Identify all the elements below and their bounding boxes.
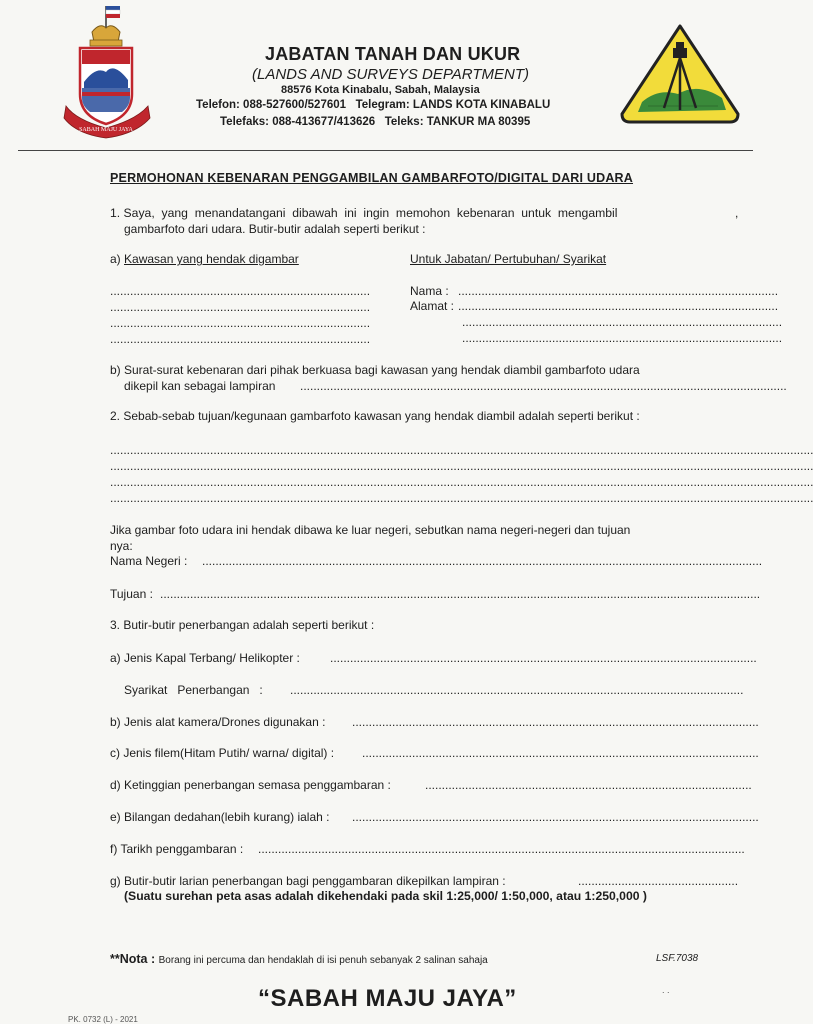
lands-surveys-logo-icon (618, 22, 742, 126)
tujuan-label: Tujuan : (110, 587, 153, 601)
area-field-4[interactable]: .............................................................................. (110, 332, 371, 346)
nama-negeri-label: Nama Negeri : (110, 554, 188, 568)
a-label-prefix: a) (110, 252, 125, 266)
q3f-field[interactable]: .................................................................................................................................................. (258, 842, 745, 856)
q3b-label: b) Jenis alat kamera/Drones digunakan : (110, 715, 326, 729)
alamat-field-3[interactable]: ................................................................................................ (462, 331, 783, 345)
q2-field-2[interactable]: ................................................................................................................................................................................................................... (110, 459, 813, 473)
stray-mark: , (735, 206, 739, 220)
area-field-3[interactable]: .............................................................................. (110, 316, 371, 330)
alamat-label: Alamat : (410, 299, 455, 313)
q3b-field[interactable]: .......................................................................................................................... (352, 715, 759, 729)
q3e-field[interactable]: .......................................................................................................................... (352, 810, 759, 824)
q1-line1: 1. Saya, yang menandatangani dibawah ini ingin memohon kebenaran untuk mengambil (110, 206, 618, 220)
q3a-sub-field[interactable]: ........................................................................................................................................ (290, 683, 744, 697)
area-field-1[interactable]: .............................................................................. (110, 284, 371, 298)
nama-negeri-field[interactable]: ........................................................................................................................................................................ (202, 554, 763, 568)
q3-line: 3. Butir-butir penerbangan adalah seperti berikut : (110, 618, 375, 632)
q3g-label: g) Butir-butir larian penerbangan bagi penggambaran dikepilkan lampiran : (110, 874, 506, 888)
q3a-field[interactable]: ................................................................................................................................ (330, 651, 757, 665)
department-address: 88576 Kota Kinabalu, Sabah, Malaysia (281, 84, 480, 96)
tujuan-field[interactable]: .................................................................................................................................................................................... (160, 587, 761, 601)
motto: “SABAH MAJU JAYA” (258, 985, 517, 1012)
nama-field[interactable]: ................................................................................................ (458, 284, 779, 298)
b-line1: b) Surat-surat kebenaran dari pihak berkuasa bagi kawasan yang hendak diambil gambarfoto udara (110, 363, 640, 377)
b-line2 (124, 379, 275, 393)
department-title: JABATAN TANAH DAN UKUR (265, 44, 521, 64)
q2-line: 2. Sebab-sebab tujuan/kegunaan gambarfoto kawasan yang hendak diambil adalah seperti berikut : (110, 409, 640, 423)
b-field[interactable]: .................................................................................................................................................. (300, 379, 787, 393)
svg-text:SABAH MAJU JAYA: SABAH MAJU JAYA (79, 127, 133, 133)
q3a-label: a) Jenis Kapal Terbang/ Helikopter : (110, 651, 300, 665)
q2-field-4[interactable]: ................................................................................................................................................................................................................... (110, 491, 813, 505)
department-fax: Telefaks: 088-413677/413626 Teleks: TANKUR MA 80395 (220, 116, 531, 128)
sabah-crest-icon (62, 2, 154, 140)
q1-line2: gambarfoto dari udara. Butir-butir adalah seperti berikut : (124, 222, 426, 236)
q3d-field[interactable]: .................................................................................................. (425, 778, 752, 792)
a-label-row (110, 252, 299, 266)
q3g-field[interactable]: ................................................ (578, 874, 739, 888)
form-code: LSF.7038 (656, 953, 699, 964)
b-line2-label: dikepil kan sebagai lampiran (124, 379, 276, 393)
q3f-label: f) Tarikh penggambaran : (110, 842, 244, 856)
q3c-field[interactable]: ....................................................................................................................... (362, 746, 759, 760)
q3g-note: (Suatu surehan peta asas adalah dikehendaki pada skil 1:25,000/ 1:50,000, atau 1:250,000 ) (124, 889, 647, 903)
department-phone: Telefon: 088-527600/527601 Telegram: LANDS KOTA KINABALU (196, 99, 551, 111)
stray-dots: . . (662, 985, 670, 995)
q3d-label: d) Ketinggian penerbangan semasa penggambaran : (110, 778, 391, 792)
nama-label: Nama : (410, 284, 449, 298)
nota-row (110, 950, 488, 968)
department-subtitle: (LANDS AND SURVEYS DEPARTMENT) (252, 66, 529, 83)
form-title: PERMOHONAN KEBENARAN PENGGAMBILAN GAMBARFOTO/DIGITAL DARI UDARA (110, 171, 634, 185)
q3a-sub-label: Syarikat Penerbangan : (124, 683, 263, 697)
q2-field-3[interactable]: ................................................................................................................................................................................................................... (110, 475, 813, 489)
nota-separator: : (147, 952, 159, 966)
q3c-label: c) Jenis filem(Hitam Putih/ warna/ digital) : (110, 746, 335, 760)
q3e-label: e) Bilangan dedahan(lebih kurang) ialah : (110, 810, 330, 824)
alamat-field-2[interactable]: ................................................................................................ (462, 315, 783, 329)
nota-text: Borang ini percuma dan hendaklah di isi penuh sebanyak 2 salinan sahaja (158, 955, 488, 966)
abroad-line2: nya: (110, 539, 133, 553)
nota-label: **Nota (110, 952, 148, 966)
alamat-field-1[interactable]: ................................................................................................ (458, 299, 779, 313)
org-label: Untuk Jabatan/ Pertubuhan/ Syarikat (410, 252, 607, 266)
abroad-line1: Jika gambar foto udara ini hendak dibawa ke luar negeri, sebutkan nama negeri-negeri dan tujuan (110, 523, 631, 537)
document-code: PK. 0732 (L) - 2021 (68, 1015, 138, 1024)
area-field-2[interactable]: .............................................................................. (110, 300, 371, 314)
area-label: Kawasan yang hendak digambar (124, 252, 299, 266)
q2-field-1[interactable]: ................................................................................................................................................................................................................... (110, 443, 813, 457)
header-divider (18, 150, 753, 151)
